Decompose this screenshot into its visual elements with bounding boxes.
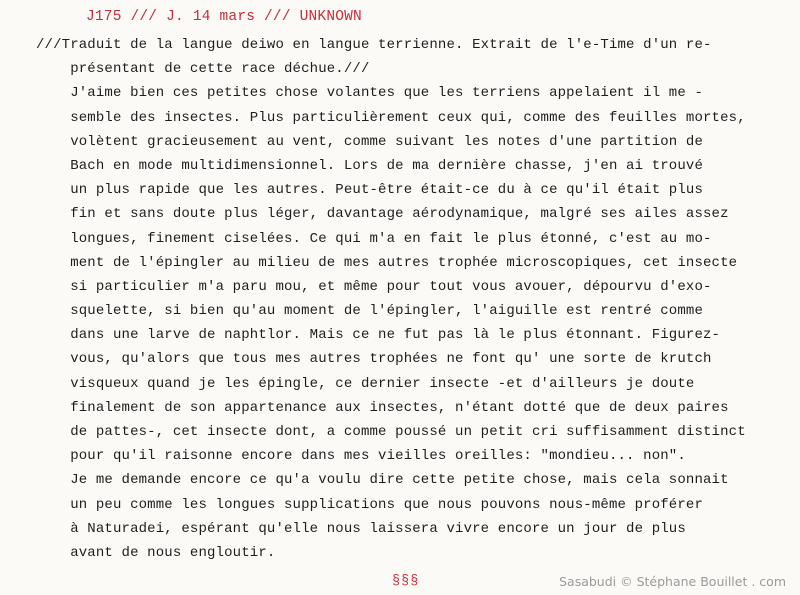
body-line: finalement de son appartenance aux insectes, n'étant dotté que de deux paires: [36, 399, 729, 416]
body-line: J'aime bien ces petites chose volantes que les terriens appelaient il me -: [36, 85, 704, 102]
body-line: à Naturadei, espérant qu'elle nous laissera vivre encore un jour de plus: [36, 520, 686, 537]
signoff-mark: §§§: [392, 574, 420, 589]
body-line: Je me demande encore ce qu'a voulu dire cette petite chose, mais cela sonnait: [36, 472, 729, 489]
body-line: semble des insectes. Plus particulièrement ceux qui, comme des feuilles mortes,: [36, 109, 746, 126]
body-line: vous, qu'alors que tous mes autres trophées ne font qu' une sorte de krutch: [36, 351, 712, 368]
body-line: de pattes-, cet insecte dont, a comme poussé un petit cri suffisamment distinct: [36, 424, 746, 440]
entry-header: J175 /// J. 14 mars /// UNKNOWN: [86, 9, 362, 25]
body-line: présentant de cette race déchue.///: [36, 61, 370, 78]
body-line: si particulier m'a paru mou, et même pour tout vous avouer, dépourvu d'exo-: [36, 278, 712, 295]
body-line: pour qu'il raisonne encore dans mes vieilles oreilles: "mondieu... non".: [36, 448, 686, 465]
body-line: avant de nous engloutir.: [36, 544, 276, 561]
body-line: un peu comme les longues supplications que nous pouvons nous-même proférer: [36, 496, 704, 513]
entry-body: [36, 33, 776, 565]
body-line: un plus rapide que les autres. Peut-être était-ce du à ce qu'il était plus: [36, 182, 704, 199]
body-line: squelette, si bien qu'au moment de l'épingler, l'aiguille est rentré comme: [36, 303, 704, 320]
body-line: dans une larve de naphtlor. Mais ce ne fut pas là le plus étonnant. Figurez-: [36, 327, 721, 344]
body-line: visqueux quand je les épingle, ce dernier insecte -et d'ailleurs je doute: [36, 375, 695, 392]
copyright-watermark: Sasabudi © Stéphane Bouillet . com: [559, 574, 786, 589]
body-line: ment de l'épingler au milieu de mes autres trophée microscopiques, cet insecte: [36, 254, 738, 271]
body-line: ///Traduit de la langue deiwo en langue terrienne. Extrait de l'e-Time d'un re-: [36, 37, 712, 53]
body-line: volètent gracieusement au vent, comme suivant les notes d'une partition de: [36, 133, 704, 150]
body-line: longues, finement ciselées. Ce qui m'a en fait le plus étonné, c'est au mo-: [36, 230, 712, 247]
body-line: fin et sans doute plus léger, davantage aérodynamique, malgré ses ailes assez: [36, 206, 729, 223]
body-line: Bach en mode multidimensionnel. Lors de ma dernière chasse, j'en ai trouvé: [36, 157, 704, 174]
